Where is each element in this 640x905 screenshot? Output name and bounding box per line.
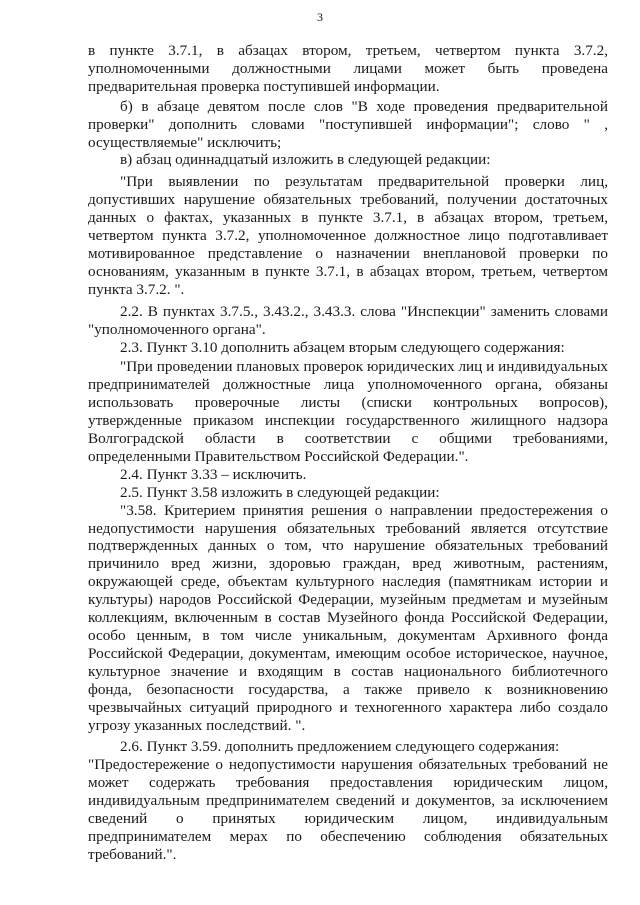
- paragraph-2-2: 2.2. В пунктах 3.7.5., 3.43.2., 3.43.3. слова "Инспекции" заменить словами "уполномоченного органа".: [88, 302, 608, 338]
- paragraph-2-4: 2.4. Пункт 3.33 – исключить.: [120, 465, 307, 483]
- paragraph-2-3: 2.3. Пункт 3.10 дополнить абзацем вторым следующего содержания:: [120, 338, 565, 356]
- paragraph-2-5: 2.5. Пункт 3.58 изложить в следующей редакции:: [120, 483, 440, 501]
- document-body: [88, 42, 608, 864]
- paragraph-item-b: б) в абзаце девятом после слов "В ходе проведения предварительной проверки" дополнить словами "поступившей информации"; слово " , осуществляемые" исключить;: [88, 97, 608, 151]
- paragraph-quote-inspection: "При выявлении по результатам предварительной проверки лиц, допустивших нарушение обязательных требований, получении достаточных данных о фактах, указанных в пункте 3.7.1, в абзацах втором, третьем, четвертом пункта 3.7.2, уполномоченное должностное лицо подготавливает мотивированное представление о назначении внеплановой проверки по основаниям, указанным в пункте 3.7.1, в абзацах втором, третьем, четвертом пункта 3.7.2. ".: [88, 173, 608, 298]
- paragraph-2-6: 2.6. Пункт 3.59. дополнить предложением следующего содержания:: [120, 738, 560, 756]
- page-number: 3: [317, 10, 323, 24]
- paragraph-quote-checklists: "При проведении плановых проверок юридических лиц и индивидуальных предпринимателей должностные лица уполномоченного органа, обязаны использовать проверочные листы (списки контрольных вопросов), утвержденные приказом инспекции государственного жилищного надзора Волгоградской области в соответствии с общими требованиями, определенными Правительством Российской Федерации.".: [88, 358, 608, 465]
- paragraph-quote-3-58: "3.58. Критерием принятия решения о направлении предостережения о недопустимости нарушения обязательных требований является отсутствие подтвержденных данных о том, что нарушение обязательных требований причинило вред жизни, здоровью граждан, вред животным, растениям, окружающей среде, объектам культурного наследия (памятникам истории и культуры) народов Российской Федерации, музейным предметам и музейным коллекциям, включенным в состав Музейного фонда Российской Федерации, особо ценным, в том числе уникальным, документам Архивного фонда Российской Федерации, документам, имеющим особое историческое, научное, культурное значение и входящим в состав национального библиотечного фонда, безопасности государства, а также привело к возникновению чрезвычайных ситуаций природного и техногенного характера либо создало угрозу указанных последствий. ".: [88, 501, 608, 734]
- paragraph-continuation: в пункте 3.7.1, в абзацах втором, третьем, четвертом пункта 3.7.2, уполномоченными должностными лицами может быть проведена предварительная проверка поступившей информации.: [88, 42, 608, 95]
- paragraph-quote-warning: "Предостережение о недопустимости нарушения обязательных требований не может содержать требования предоставления юридическим лицом, индивидуальным предпринимателем сведений и документов, за исключением сведений о принятых юридическим лицом, индивидуальным предпринимателем мерах по обеспечению соблюдения обязательных требований.".: [88, 756, 608, 863]
- paragraph-item-v: в) абзац одиннадцатый изложить в следующей редакции:: [120, 151, 491, 169]
